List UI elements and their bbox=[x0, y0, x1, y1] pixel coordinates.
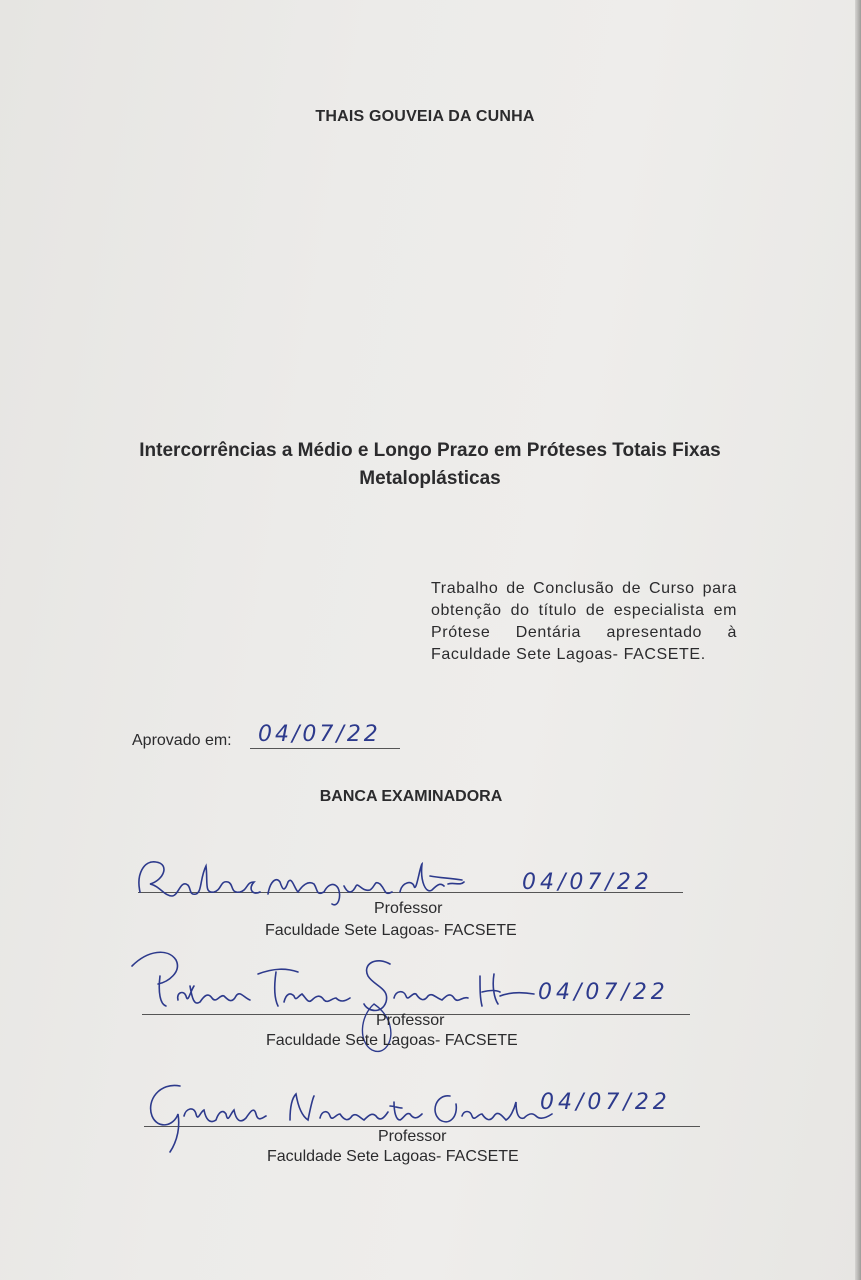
member-role: Professor bbox=[378, 1128, 447, 1145]
member-role: Professor bbox=[374, 900, 443, 917]
committee-heading: BANCA EXAMINADORA bbox=[319, 788, 503, 805]
approval-label: Aprovado em: bbox=[132, 732, 232, 749]
signature-date: 04/07/22 bbox=[538, 980, 669, 1005]
committee-member-3 bbox=[0, 1076, 861, 1186]
approval-date-handwritten: 04/07/22 bbox=[258, 722, 381, 747]
member-institution: Faculdade Sete Lagoas- FACSETE bbox=[265, 922, 517, 939]
committee-member-1 bbox=[0, 852, 861, 952]
committee-member-2 bbox=[0, 962, 861, 1072]
signature-gabryela bbox=[140, 1076, 560, 1156]
author-name: THAIS GOUVEIA DA CUNHA bbox=[315, 108, 535, 125]
signature-date: 04/07/22 bbox=[540, 1090, 671, 1115]
member-institution: Faculdade Sete Lagoas- FACSETE bbox=[267, 1148, 519, 1165]
signature-date: 04/07/22 bbox=[522, 870, 653, 895]
member-institution: Faculdade Sete Lagoas- FACSETE bbox=[266, 1032, 518, 1049]
thesis-title: Intercorrências a Médio e Longo Prazo em Próteses Totais Fixas Metaloplásticas bbox=[139, 440, 721, 489]
approval-date-line bbox=[250, 748, 400, 749]
member-role: Professor bbox=[376, 1012, 445, 1029]
thesis-purpose-statement: Trabalho de Conclusão de Curso para obtenção do título de especialista em Prótese Dentária apresentado à Faculdade Sete Lagoas- FACSETE. bbox=[431, 580, 737, 663]
